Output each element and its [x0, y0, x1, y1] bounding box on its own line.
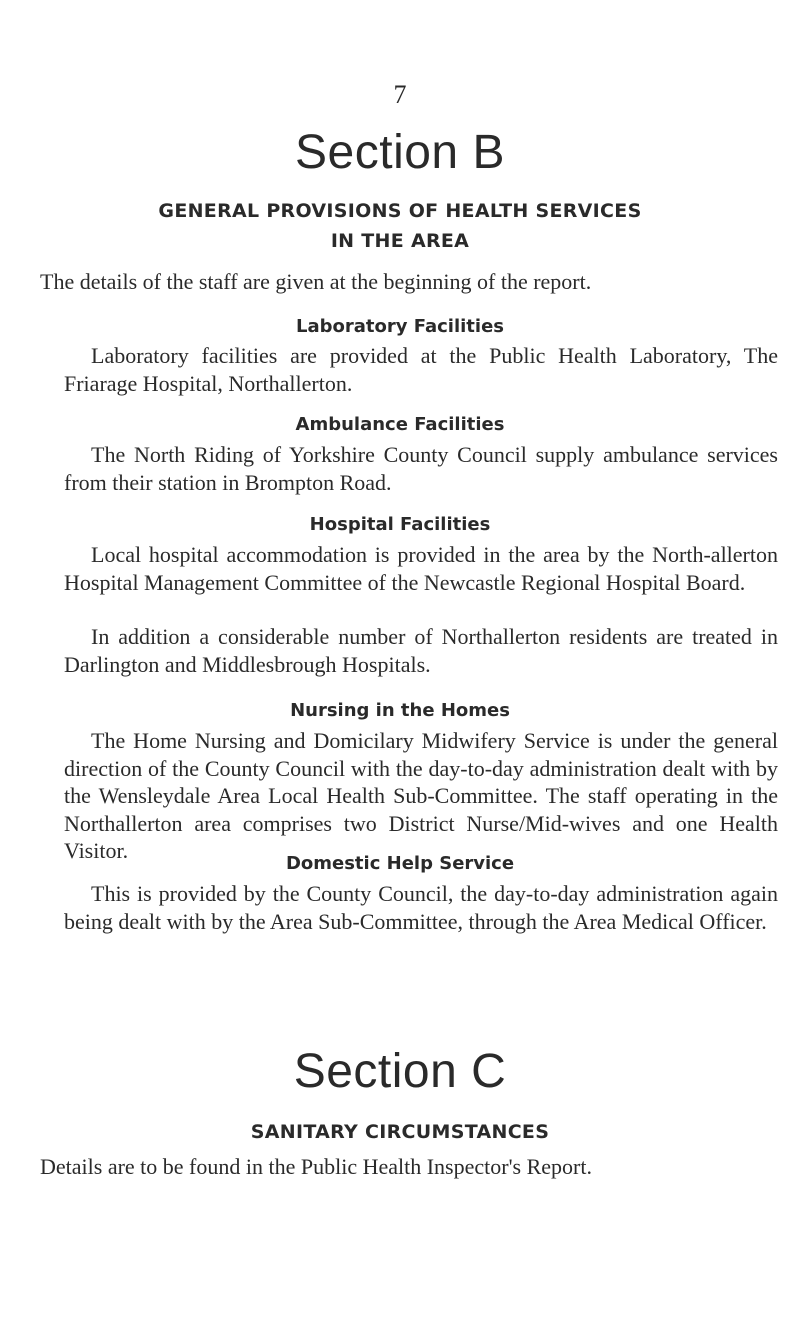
- page-number: 7: [393, 80, 407, 109]
- hospital-heading: Hospital Facilities: [309, 514, 491, 535]
- laboratory-text: Laboratory facilities are provided at the Public Health Laboratory, The Friarage Hospital, Northallerton.: [64, 343, 778, 396]
- section-c-heading: SANITARY CIRCUMSTANCES: [250, 1121, 550, 1143]
- laboratory-heading: Laboratory Facilities: [295, 316, 504, 337]
- section-c-text: Details are to be found in the Public Health Inspector's Report.: [40, 1154, 592, 1179]
- nursing-text: The Home Nursing and Domicilary Midwifery Service is under the general direction of the County Council with the day-to-day administration dealt with by the Wensleydale Area Local Health Sub-Committee. The staff operating in the Northallerton area comprises two District Nurse/Mid-wives and one Health Visitor.: [64, 728, 778, 863]
- domestic-help-text: This is provided by the County Council, the day-to-day administration again being dealt with by the Area Sub-Committee, through the Area Medical Officer.: [64, 881, 778, 934]
- ambulance-text: The North Riding of Yorkshire County Council supply ambulance services from their station in Brompton Road.: [64, 442, 778, 495]
- section-c-title: Section C: [293, 1045, 507, 1098]
- domestic-help-heading: Domestic Help Service: [285, 853, 515, 874]
- hospital-text-1: Local hospital accommodation is provided in the area by the North-allerton Hospital Management Committee of the Newcastle Regional Hospital Board.: [64, 542, 778, 595]
- hospital-text-2: In addition a considerable number of Northallerton residents are treated in Darlington and Middlesbrough Hospitals.: [64, 624, 778, 677]
- ambulance-heading: Ambulance Facilities: [295, 414, 505, 435]
- nursing-heading: Nursing in the Homes: [290, 700, 510, 721]
- section-b-heading-line1: GENERAL PROVISIONS OF HEALTH SERVICES: [158, 200, 642, 222]
- section-b-heading-line2: IN THE AREA: [330, 230, 470, 252]
- section-b-title: Section B: [295, 126, 505, 179]
- section-b-intro: The details of the staff are given at the beginning of the report.: [40, 269, 592, 294]
